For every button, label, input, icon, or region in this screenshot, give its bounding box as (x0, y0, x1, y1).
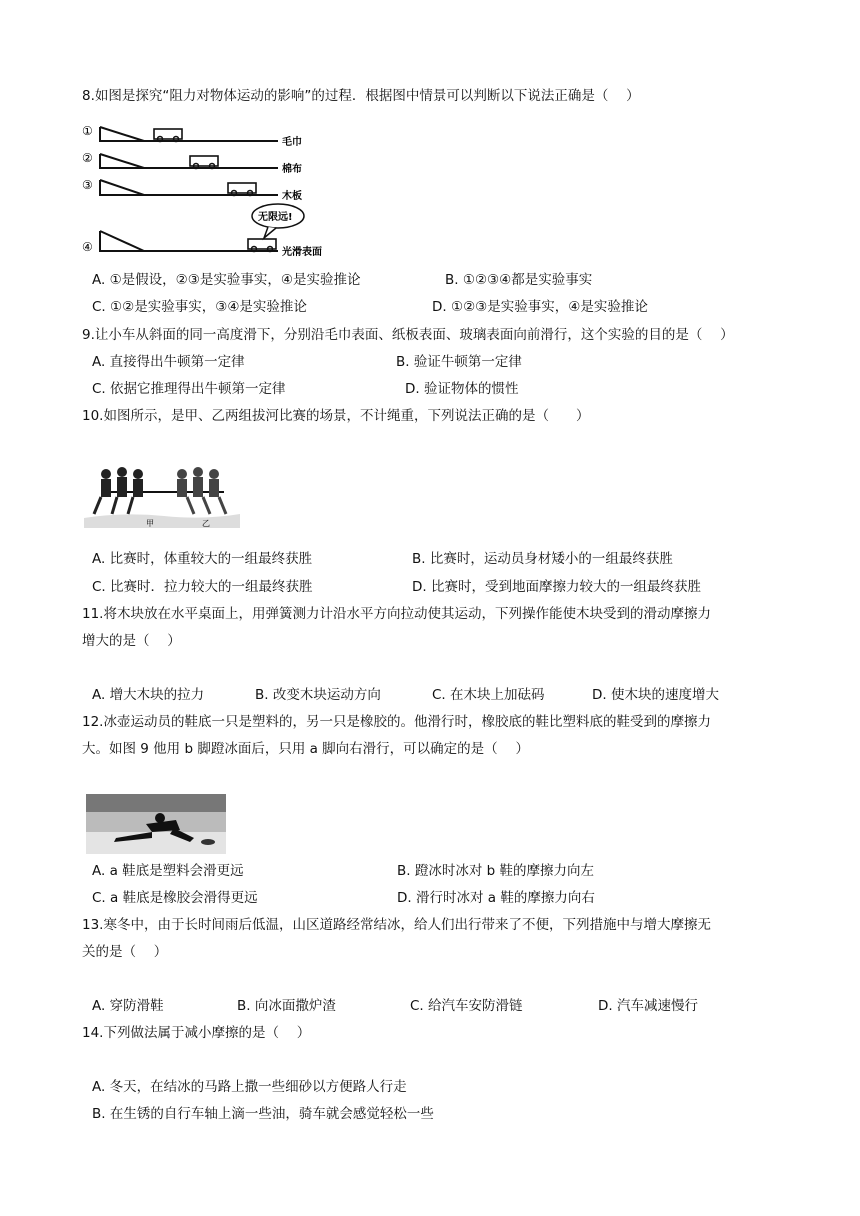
q8-cart-2 (190, 156, 218, 169)
q12-curling-image (86, 794, 226, 854)
q8-ramp-3 (100, 180, 144, 195)
q8-ramp-4 (100, 231, 144, 251)
q11-stem-line2: 增大的是（ ） (82, 633, 181, 649)
q13-option-c[interactable]: C. 给汽车安防滑链 (410, 998, 523, 1014)
q8-surface-2: 棉布 (282, 164, 302, 175)
q8-row-1-num: ① (82, 124, 93, 138)
q8-ramp-1 (100, 127, 144, 141)
q11-option-a[interactable]: A. 增大木块的拉力 (92, 687, 205, 703)
q14-option-a[interactable]: A. 冬天，在结冰的马路上撒一些细砂以方便路人行走 (92, 1079, 407, 1095)
q13-stem-line1: 13.寒冬中，由于长时间雨后低温，山区道路经常结冰，给人们出行带来了不便，下列措施中与增大摩擦无 (82, 917, 711, 933)
q10-stem: 10.如图所示，是甲、乙两组拔河比赛的场景，不计绳重，下列说法正确的是（ ） (82, 408, 590, 424)
q8-bubble-text: 无限远! (258, 212, 293, 223)
q9-stem: 9.让小车从斜面的同一高度滑下，分别沿毛巾表面、纸板表面、玻璃表面向前滑行，这个实验的目的是（ ） (82, 327, 734, 343)
q13-option-a[interactable]: A. 穿防滑鞋 (92, 998, 164, 1014)
q8-cart-3 (228, 183, 256, 196)
q8-cart-4 (248, 239, 276, 252)
q12-option-b[interactable]: B. 蹬冰时冰对 b 鞋的摩擦力向左 (397, 863, 594, 879)
q8-surface-3: 木板 (282, 191, 302, 202)
q8-option-a[interactable]: A. ①是假设，②③是实验事实，④是实验推论 (92, 272, 361, 288)
q12-option-c[interactable]: C. a 鞋底是橡胶会滑得更远 (92, 890, 258, 906)
q10-option-d[interactable]: D. 比赛时，受到地面摩擦力较大的一组最终获胜 (412, 579, 701, 595)
q13-stem-line2: 关的是（ ） (82, 944, 168, 960)
q13-option-b[interactable]: B. 向冰面撒炉渣 (237, 998, 336, 1014)
q8-row-2-num: ② (82, 151, 93, 165)
q10-option-c[interactable]: C. 比赛时．拉力较大的一组最终获胜 (92, 579, 313, 595)
q8-row-4-num: ④ (82, 240, 93, 254)
q12-stem-line2: 大。如图 9 他用 b 脚蹬冰面后，只用 a 脚向右滑行，可以确定的是（ ） (82, 741, 529, 757)
q9-option-a[interactable]: A. 直接得出牛顿第一定律 (92, 354, 245, 370)
q8-option-c[interactable]: C. ①②是实验事实，③④是实验推论 (92, 299, 307, 315)
q9-option-b[interactable]: B. 验证牛顿第一定律 (396, 354, 522, 370)
q10-label-yi: 乙 (202, 519, 210, 528)
q11-option-c[interactable]: C. 在木块上加砝码 (432, 687, 545, 703)
q9-option-d[interactable]: D. 验证物体的惯性 (405, 381, 519, 397)
q8-surface-1: 毛巾 (282, 137, 302, 148)
q10-option-b[interactable]: B. 比赛时，运动员身材矮小的一组最终获胜 (412, 551, 673, 567)
q8-surface-4: 光滑表面 (282, 247, 322, 258)
q8-cart-1 (154, 129, 182, 142)
q13-option-d[interactable]: D. 汽车减速慢行 (598, 998, 698, 1014)
q11-option-b[interactable]: B. 改变木块运动方向 (255, 687, 381, 703)
q12-option-d[interactable]: D. 滑行时冰对 a 鞋的摩擦力向右 (397, 890, 595, 906)
q8-stem: 8.如图是探究“阻力对物体运动的影响”的过程．根据图中情景可以判断以下说法正确是（ ） (82, 88, 640, 104)
q10-tug-of-war-image (84, 462, 240, 528)
q14-stem: 14.下列做法属于减小摩擦的是（ ） (82, 1025, 311, 1041)
q8-option-d[interactable]: D. ①②③是实验事实，④是实验推论 (432, 299, 648, 315)
q8-option-b[interactable]: B. ①②③④都是实验事实 (445, 272, 593, 288)
q8-row-3-num: ③ (82, 178, 93, 192)
q12-stone (201, 839, 215, 845)
q9-option-c[interactable]: C. 依据它推理得出牛顿第一定律 (92, 381, 286, 397)
q11-stem-line1: 11.将木块放在水平桌面上，用弹簧测力计沿水平方向拉动使其运动，下列操作能使木块受到的滑动摩擦力 (82, 606, 711, 622)
q12-option-a[interactable]: A. a 鞋底是塑料会滑更远 (92, 863, 244, 879)
q8-ramp-2 (100, 154, 144, 168)
q8-figure (82, 118, 342, 264)
q11-option-d[interactable]: D. 使木块的速度增大 (592, 687, 719, 703)
q10-label-jia: 甲 (146, 519, 154, 528)
q12-stem-line1: 12.冰壶运动员的鞋底一只是塑料的，另一只是橡胶的。他滑行时，橡胶底的鞋比塑料底的鞋受到的摩擦力 (82, 714, 711, 730)
q14-option-b[interactable]: B. 在生锈的自行车轴上滴一些油，骑车就会感觉轻松一些 (92, 1106, 434, 1122)
q10-option-a[interactable]: A. 比赛时，体重较大的一组最终获胜 (92, 551, 313, 567)
